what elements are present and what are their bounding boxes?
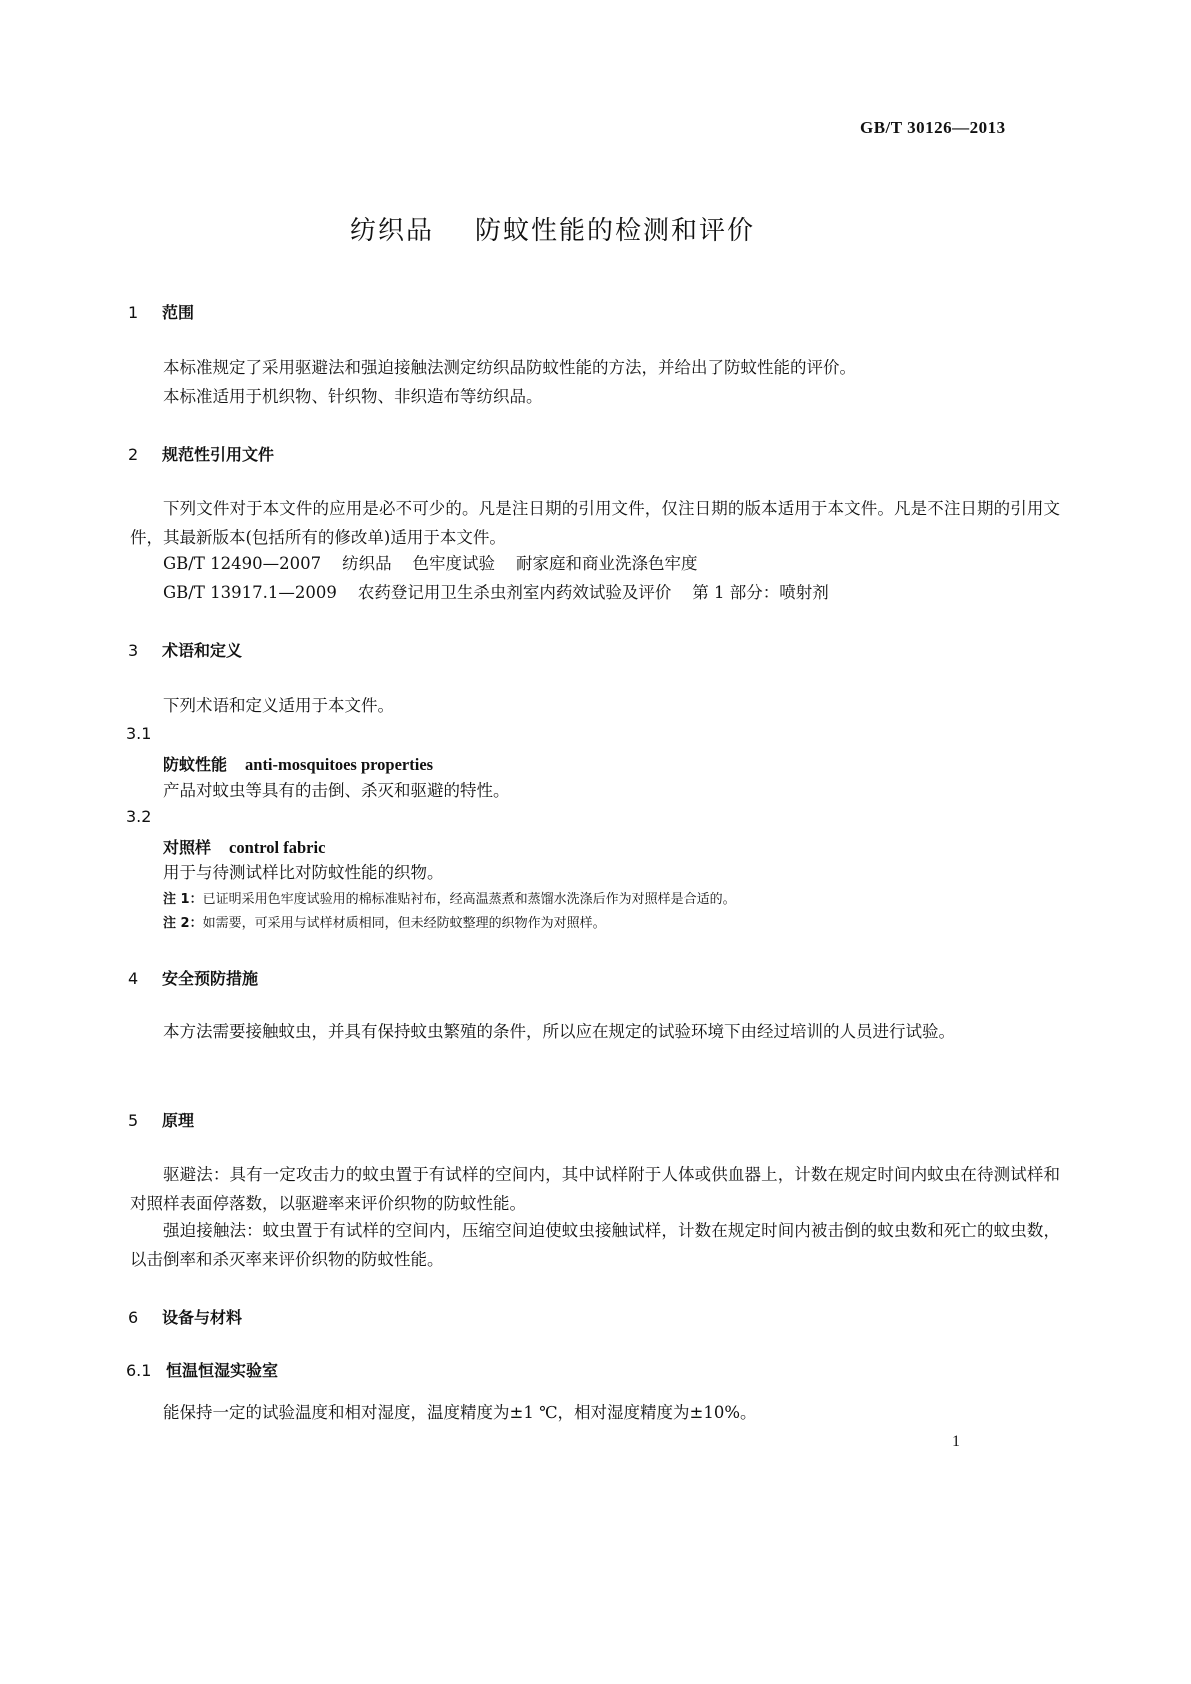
subsection-title: 恒温恒湿实验室: [166, 1361, 279, 1380]
paragraph: 下列术语和定义适用于本文件。: [163, 696, 394, 715]
section-4-heading: [128, 966, 258, 989]
paragraph: 强迫接触法：蚊虫置于有试样的空间内，压缩空间迫使蚊虫接触试样，计数在规定时间内被击倒的蚊虫数和死亡的蚊虫数，以击倒率和杀灭率来评价织物的防蚊性能。: [130, 1221, 1060, 1269]
section-title: 范围: [162, 303, 195, 322]
page-number: 1: [952, 1433, 960, 1450]
note: [163, 912, 606, 931]
paragraph: 驱避法：具有一定攻击力的蚊虫置于有试样的空间内，其中试样附于人体或供血器上，计数在规定时间内蚊虫在待测试样和对照样表面停落数，以驱避率来评价织物的防蚊性能。: [130, 1165, 1060, 1213]
term-chinese: 对照样: [163, 838, 212, 857]
standard-code: GB/T 30126—2013: [860, 118, 1006, 137]
term-english: anti-mosquitoes properties: [245, 755, 434, 774]
normative-reference: GB/T 12490—2007 纺织品 色牢度试验 耐家庭和商业洗涤色牢度: [163, 554, 698, 573]
section-title: 规范性引用文件: [162, 445, 275, 464]
section-number: 3: [128, 641, 139, 660]
note-label: 注 1：: [163, 892, 203, 907]
note: [163, 888, 736, 907]
section-6-heading: [128, 1305, 242, 1328]
note-text: 如需要，可采用与试样材质相同，但未经防蚊整理的织物作为对照样。: [202, 916, 606, 931]
paragraph: 下列文件对于本文件的应用是必不可少的。凡是注日期的引用文件，仅注日期的版本适用于本文件。凡是不注日期的引用文件，其最新版本(包括所有的修改单)适用于本文件。: [130, 499, 1060, 547]
subsection-number: 6.1: [126, 1361, 152, 1380]
section-2-heading: [128, 442, 274, 465]
section-title: 安全预防措施: [162, 969, 259, 988]
section-1-heading: [128, 300, 194, 323]
section-5-heading: [128, 1108, 194, 1131]
document-title: 纺织品 防蚊性能的检测和评价: [350, 216, 756, 246]
term-english: control fabric: [229, 838, 326, 857]
note-label: 注 2：: [163, 916, 203, 931]
section-title: 术语和定义: [162, 641, 243, 660]
paragraph: 能保持一定的试验温度和相对湿度，温度精度为±1 ℃，相对湿度精度为±10%。: [163, 1403, 757, 1422]
term-definition: 用于与待测试样比对防蚊性能的织物。: [163, 863, 444, 882]
paragraph: 本标准规定了采用驱避法和强迫接触法测定纺织品防蚊性能的方法，并给出了防蚊性能的评价。: [163, 358, 856, 377]
clause-number: 3.1: [126, 724, 152, 743]
section-number: 1: [128, 303, 139, 322]
paragraph: 本方法需要接触蚊虫，并具有保持蚊虫繁殖的条件，所以应在规定的试验环境下由经过培训的人员进行试验。: [163, 1022, 955, 1041]
section-number: 5: [128, 1111, 139, 1130]
section-number: 4: [128, 969, 139, 988]
clause-number: 3.2: [126, 807, 152, 826]
section-number: 2: [128, 445, 139, 464]
term-definition: 产品对蚊虫等具有的击倒、杀灭和驱避的特性。: [163, 781, 510, 800]
section-3-heading: [128, 638, 242, 661]
section-number: 6: [128, 1308, 139, 1327]
paragraph: 本标准适用于机织物、针织物、非织造布等纺织品。: [163, 387, 543, 406]
term-entry: [163, 752, 433, 775]
note-text: 已证明采用色牢度试验用的棉标准贴衬布，经高温蒸煮和蒸馏水洗涤后作为对照样是合适的。: [202, 892, 736, 907]
section-title: 原理: [162, 1111, 195, 1130]
subsection-6-1-heading: [126, 1358, 278, 1381]
term-entry: [163, 835, 325, 858]
section-title: 设备与材料: [162, 1308, 243, 1327]
normative-reference: GB/T 13917.1—2009 农药登记用卫生杀虫剂室内药效试验及评价 第 1 部分：喷射剂: [163, 583, 829, 602]
term-chinese: 防蚊性能: [163, 755, 228, 774]
